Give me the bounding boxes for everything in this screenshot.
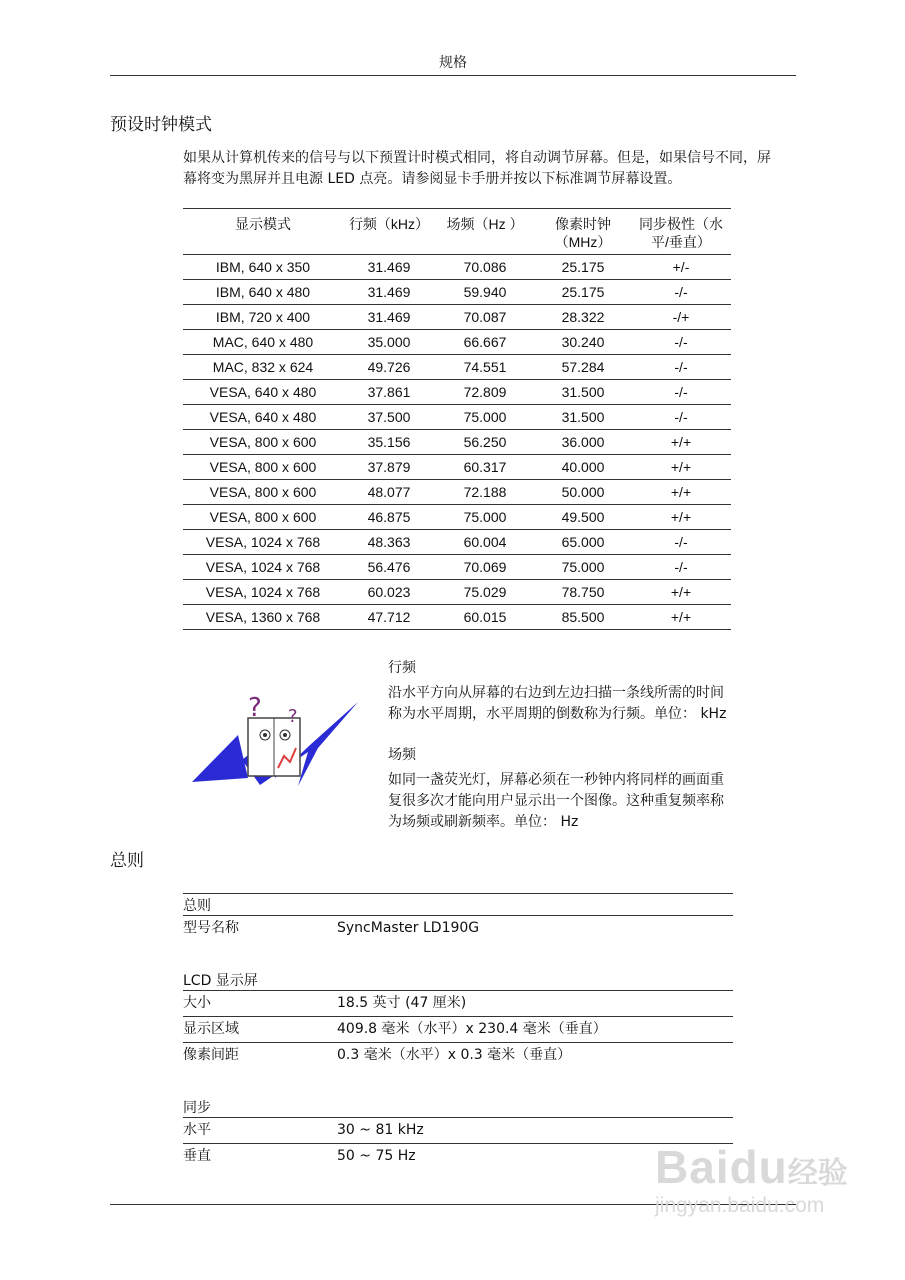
spec-value: 50 ~ 75 Hz bbox=[337, 1148, 416, 1164]
mode-cell: VESA, 1024 x 768 bbox=[183, 580, 343, 605]
spec-key: 像素间距 bbox=[183, 1047, 239, 1063]
hfreq-cell: 37.500 bbox=[343, 405, 435, 430]
pixel-clock-cell: 40.000 bbox=[535, 455, 631, 480]
timing-row bbox=[183, 355, 731, 380]
mode-cell: VESA, 640 x 480 bbox=[183, 405, 343, 430]
hfreq-cell: 37.861 bbox=[343, 380, 435, 405]
sync-polarity-cell: -/- bbox=[631, 530, 731, 555]
page-header: 规格 bbox=[439, 55, 467, 71]
hfreq-cell: 49.726 bbox=[343, 355, 435, 380]
pixel-clock-cell: 78.750 bbox=[535, 580, 631, 605]
vfreq-cell: 74.551 bbox=[435, 355, 535, 380]
sync-polarity-cell: -/- bbox=[631, 380, 731, 405]
question-mark-small-icon: ? bbox=[288, 706, 298, 727]
timing-row bbox=[183, 430, 731, 455]
vfreq-cell: 60.015 bbox=[435, 605, 535, 630]
timing-row bbox=[183, 280, 731, 305]
spec-group-heading: 总则 bbox=[183, 893, 733, 915]
pixel-clock-cell: 30.240 bbox=[535, 330, 631, 355]
vfreq-cell: 70.087 bbox=[435, 305, 535, 330]
col-header-hfreq: 行频（kHz） bbox=[343, 209, 435, 255]
vfreq-cell: 60.317 bbox=[435, 455, 535, 480]
hfreq-cell: 56.476 bbox=[343, 555, 435, 580]
vfreq-cell: 59.940 bbox=[435, 280, 535, 305]
pixel-clock-cell: 25.175 bbox=[535, 280, 631, 305]
spec-row bbox=[183, 1042, 733, 1068]
spec-group-heading: LCD 显示屏 bbox=[183, 973, 258, 989]
mode-cell: MAC, 832 x 624 bbox=[183, 355, 343, 380]
hfreq-cell: 35.156 bbox=[343, 430, 435, 455]
sync-polarity-cell: +/- bbox=[631, 255, 731, 280]
spec-value: 30 ~ 81 kHz bbox=[337, 1122, 424, 1138]
vfreq-cell: 72.809 bbox=[435, 380, 535, 405]
vfreq-cell: 75.000 bbox=[435, 505, 535, 530]
vfreq-term: 场频 bbox=[388, 747, 416, 763]
pixel-clock-cell: 36.000 bbox=[535, 430, 631, 455]
watermark-url: jingyan.baidu.com bbox=[655, 1194, 825, 1217]
mode-cell: VESA, 1024 x 768 bbox=[183, 530, 343, 555]
watermark-cn: 经验 bbox=[787, 1156, 848, 1191]
header-rule bbox=[110, 75, 796, 76]
timing-header-row bbox=[183, 209, 731, 255]
timing-row bbox=[183, 530, 731, 555]
general-title: 总则 bbox=[110, 851, 144, 871]
timing-row bbox=[183, 305, 731, 330]
baidu-watermark bbox=[655, 1140, 855, 1260]
spec-key: 大小 bbox=[183, 995, 211, 1011]
spec-value: 18.5 英寸 (47 厘米) bbox=[337, 995, 467, 1011]
pixel-clock-cell: 85.500 bbox=[535, 605, 631, 630]
vfreq-cell: 75.029 bbox=[435, 580, 535, 605]
timing-row bbox=[183, 580, 731, 605]
hfreq-cell: 48.077 bbox=[343, 480, 435, 505]
spec-row bbox=[183, 1143, 733, 1169]
spec-group-heading: 同步 bbox=[183, 1100, 211, 1116]
spec-key: 型号名称 bbox=[183, 920, 239, 936]
timing-row bbox=[183, 505, 731, 530]
sync-polarity-cell: -/- bbox=[631, 280, 731, 305]
pixel-clock-cell: 31.500 bbox=[535, 405, 631, 430]
col-header-pixel-clock: 像素时钟（MHz） bbox=[535, 209, 631, 255]
spec-value: 0.3 毫米（水平）x 0.3 毫米（垂直） bbox=[337, 1047, 572, 1063]
mode-cell: IBM, 720 x 400 bbox=[183, 305, 343, 330]
hfreq-definition: 沿水平方向从屏幕的右边到左边扫描一条线所需的时间称为水平周期，水平周期的倒数称为行频。单位： kHz bbox=[388, 685, 727, 722]
mode-cell: VESA, 1024 x 768 bbox=[183, 555, 343, 580]
spec-group-general bbox=[183, 893, 733, 941]
mode-cell: MAC, 640 x 480 bbox=[183, 330, 343, 355]
sync-polarity-cell: +/+ bbox=[631, 430, 731, 455]
sync-polarity-cell: +/+ bbox=[631, 480, 731, 505]
pixel-clock-cell: 57.284 bbox=[535, 355, 631, 380]
lightning-shape-left bbox=[192, 735, 248, 782]
hfreq-cell: 48.363 bbox=[343, 530, 435, 555]
sync-polarity-cell: -/- bbox=[631, 405, 731, 430]
hfreq-cell: 31.469 bbox=[343, 280, 435, 305]
pixel-clock-cell: 65.000 bbox=[535, 530, 631, 555]
pixel-clock-cell: 49.500 bbox=[535, 505, 631, 530]
timing-row bbox=[183, 480, 731, 505]
vfreq-definition: 如同一盏荧光灯，屏幕必须在一秒钟内将同样的画面重复很多次才能向用户显示出一个图像。这种重复频率称为场频或刷新频率。单位： Hz bbox=[388, 772, 724, 830]
hfreq-term: 行频 bbox=[388, 660, 416, 676]
mode-cell: VESA, 800 x 600 bbox=[183, 455, 343, 480]
hfreq-cell: 46.875 bbox=[343, 505, 435, 530]
spec-row bbox=[183, 915, 733, 941]
sync-polarity-cell: +/+ bbox=[631, 505, 731, 530]
pixel-clock-cell: 25.175 bbox=[535, 255, 631, 280]
mode-cell: VESA, 800 x 600 bbox=[183, 480, 343, 505]
sync-polarity-cell: +/+ bbox=[631, 455, 731, 480]
pixel-clock-cell: 50.000 bbox=[535, 480, 631, 505]
timing-table bbox=[183, 208, 731, 630]
spec-group-lcd bbox=[183, 969, 733, 1068]
preset-modes-intro: 如果从计算机传来的信号与以下预置计时模式相同，将自动调节屏幕。但是，如果信号不同，屏幕将变为黑屏并且电源 LED 点亮。请参阅显卡手册并按以下标准调节屏幕设置。 bbox=[183, 150, 771, 187]
vfreq-cell: 70.069 bbox=[435, 555, 535, 580]
sync-polarity-cell: -/- bbox=[631, 330, 731, 355]
hfreq-cell: 31.469 bbox=[343, 255, 435, 280]
col-header-mode: 显示模式 bbox=[183, 209, 343, 255]
mode-cell: VESA, 800 x 600 bbox=[183, 505, 343, 530]
timing-row bbox=[183, 405, 731, 430]
spec-key: 显示区域 bbox=[183, 1021, 239, 1037]
mode-cell: IBM, 640 x 480 bbox=[183, 280, 343, 305]
mode-cell: IBM, 640 x 350 bbox=[183, 255, 343, 280]
spec-group-sync bbox=[183, 1096, 733, 1169]
pixel-clock-cell: 75.000 bbox=[535, 555, 631, 580]
sync-polarity-cell: -/+ bbox=[631, 305, 731, 330]
help-figure-illustration bbox=[190, 690, 360, 790]
vfreq-cell: 66.667 bbox=[435, 330, 535, 355]
spec-key: 垂直 bbox=[183, 1148, 211, 1164]
sync-polarity-cell: +/+ bbox=[631, 580, 731, 605]
vfreq-cell: 56.250 bbox=[435, 430, 535, 455]
hfreq-cell: 31.469 bbox=[343, 305, 435, 330]
timing-row bbox=[183, 455, 731, 480]
mode-cell: VESA, 640 x 480 bbox=[183, 380, 343, 405]
vfreq-cell: 72.188 bbox=[435, 480, 535, 505]
spec-value: SyncMaster LD190G bbox=[337, 920, 480, 936]
spec-row bbox=[183, 990, 733, 1016]
sync-polarity-cell: -/- bbox=[631, 355, 731, 380]
spec-value: 409.8 毫米（水平）x 230.4 毫米（垂直） bbox=[337, 1021, 607, 1037]
timing-row bbox=[183, 330, 731, 355]
watermark-logo: Baidu bbox=[655, 1141, 788, 1193]
vfreq-cell: 70.086 bbox=[435, 255, 535, 280]
question-mark-icon: ? bbox=[248, 693, 262, 723]
preset-modes-title: 预设时钟模式 bbox=[110, 115, 212, 135]
vfreq-cell: 60.004 bbox=[435, 530, 535, 555]
hfreq-cell: 35.000 bbox=[343, 330, 435, 355]
mode-cell: VESA, 1360 x 768 bbox=[183, 605, 343, 630]
timing-row bbox=[183, 255, 731, 280]
timing-row bbox=[183, 380, 731, 405]
hfreq-cell: 37.879 bbox=[343, 455, 435, 480]
timing-row bbox=[183, 555, 731, 580]
hfreq-cell: 47.712 bbox=[343, 605, 435, 630]
vfreq-cell: 75.000 bbox=[435, 405, 535, 430]
spec-row bbox=[183, 1117, 733, 1143]
spec-row bbox=[183, 1016, 733, 1042]
col-header-vfreq: 场频（Hz ） bbox=[435, 209, 535, 255]
mode-cell: VESA, 800 x 600 bbox=[183, 430, 343, 455]
sync-polarity-cell: -/- bbox=[631, 555, 731, 580]
timing-row bbox=[183, 605, 731, 630]
pixel-clock-cell: 31.500 bbox=[535, 380, 631, 405]
spec-key: 水平 bbox=[183, 1122, 211, 1138]
col-header-sync-polarity: 同步极性（水平/垂直） bbox=[631, 209, 731, 255]
pixel-clock-cell: 28.322 bbox=[535, 305, 631, 330]
hfreq-cell: 60.023 bbox=[343, 580, 435, 605]
sync-polarity-cell: +/+ bbox=[631, 605, 731, 630]
